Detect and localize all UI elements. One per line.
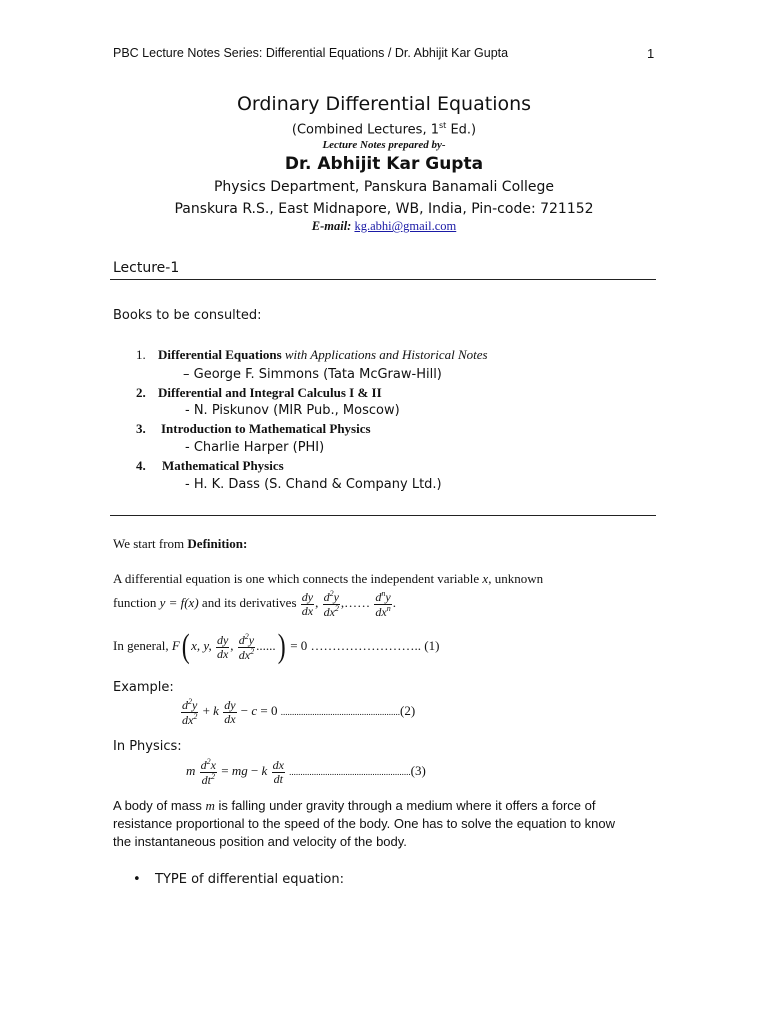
- book-number: 1.: [136, 347, 146, 362]
- equation-2-number: (2): [400, 703, 416, 719]
- bullet-icon: •: [133, 872, 141, 887]
- email-label: E-mail:: [311, 219, 352, 233]
- book-title: Differential and Integral Calculus I & II: [158, 385, 382, 400]
- author-name: Dr. Abhijit Kar Gupta: [284, 154, 484, 174]
- book-title: Differential Equations: [158, 347, 282, 362]
- section-rule: [110, 515, 656, 516]
- email-line: [0, 219, 768, 234]
- heading-rule: [110, 279, 656, 280]
- equation-2: $\frac{d^2y}{dx^2}$ + k $\frac{dy}{dx}$ − c = 0 .....................................................(2): [182, 697, 416, 727]
- definition-pre: We start from: [113, 536, 188, 551]
- running-header: PBC Lecture Notes Series: Differential Equations / Dr. Abhijit Kar Gupta: [113, 46, 509, 60]
- definition-label: Definition:: [187, 536, 248, 551]
- address: Panskura R.S., East Midnapore, WB, India, Pin-code: 721152: [174, 201, 594, 217]
- lecture-heading: Lecture-1: [113, 260, 180, 276]
- bullet-text: TYPE of differential equation:: [155, 872, 345, 887]
- book-author: - H. K. Dass (S. Chand & Company Ltd.): [185, 477, 442, 492]
- def-text: A differential equation is one which connects the independent variable: [113, 571, 483, 586]
- book-item: [136, 421, 371, 437]
- book-item: [136, 347, 488, 363]
- book-author: – George F. Simmons (Tata McGraw-Hill): [183, 367, 442, 382]
- def-function-label: function: [113, 595, 160, 611]
- equation-3-number: (3): [410, 763, 426, 779]
- book-number: 2.: [136, 385, 146, 400]
- definition-line-2: function y = f(x) and its derivatives $\frac{dy}{dx}$ , $\frac{d^2y}{dx^2}$ ,…… $\frac{d^ny}{dx^n}$ .: [113, 589, 396, 619]
- equation-3: m $\frac{d^2x}{dt^2}$ = mg − k $\frac{dx}{dt}$ ......................................................(3): [186, 757, 426, 787]
- body-text: is falling under gravity through a medium where it offers a force of: [214, 798, 596, 813]
- subtitle-superscript: st: [439, 121, 447, 130]
- body-text: A body of mass: [113, 798, 206, 813]
- book-item: [136, 458, 284, 474]
- mass-variable: m: [205, 798, 215, 813]
- subtitle-text: (Combined Lectures, 1: [291, 122, 439, 138]
- def-derivatives-label: and its derivatives: [198, 595, 297, 611]
- book-author: - Charlie Harper (PHI): [185, 440, 325, 455]
- bullet-item: [133, 872, 344, 887]
- in-physics-label: In Physics:: [113, 739, 182, 754]
- email-link[interactable]: kg.abhi@gmail.com: [354, 219, 457, 233]
- book-title: Mathematical Physics: [162, 458, 284, 473]
- subtitle-tail: Ed.): [446, 122, 477, 138]
- body-paragraph-line-2: resistance proportional to the speed of the body. One has to solve the equation to know: [113, 816, 616, 831]
- document-title: Ordinary Differential Equations: [236, 93, 532, 115]
- prepared-by: Lecture Notes prepared by-: [322, 139, 446, 151]
- equation-1-number: (1): [424, 637, 440, 653]
- def-variable: x: [482, 571, 489, 586]
- def-text-tail: , unknown: [488, 571, 544, 586]
- books-intro: Books to be consulted:: [113, 308, 262, 323]
- equation-1: In general, F( x, y, $\frac{dy}{dx}$ , $\frac{d^2y}{dx^2}$ ......) = 0 …………………….. (1): [113, 628, 440, 665]
- book-subtitle: with Applications and Historical Notes: [281, 347, 488, 362]
- derivative-dny-dxn: $\frac{d^ny}{dx^n}$: [375, 589, 391, 619]
- body-paragraph-line-1: [113, 798, 595, 814]
- derivative-d2y-dx2: $\frac{d^2y}{dx^2}$: [323, 589, 339, 619]
- in-general-label: In general,: [113, 637, 172, 653]
- book-title: Introduction to Mathematical Physics: [161, 421, 371, 436]
- example-label: Example:: [113, 680, 174, 695]
- body-paragraph-line-3: the instantaneous position and velocity of the body.: [113, 834, 407, 849]
- definition-intro: [113, 536, 247, 552]
- book-author: - N. Piskunov (MIR Pub., Moscow): [185, 403, 400, 418]
- department: Physics Department, Panskura Banamali College: [213, 179, 555, 195]
- book-number: 4.: [136, 458, 146, 473]
- document-subtitle: [0, 121, 768, 137]
- def-function: y = f(x): [159, 595, 199, 611]
- definition-line-1: [113, 571, 543, 587]
- page-number: 1: [647, 46, 655, 61]
- book-item: [136, 385, 382, 401]
- derivative-dy-dx: $\frac{dy}{dx}$: [301, 590, 314, 618]
- book-number: 3.: [136, 421, 146, 436]
